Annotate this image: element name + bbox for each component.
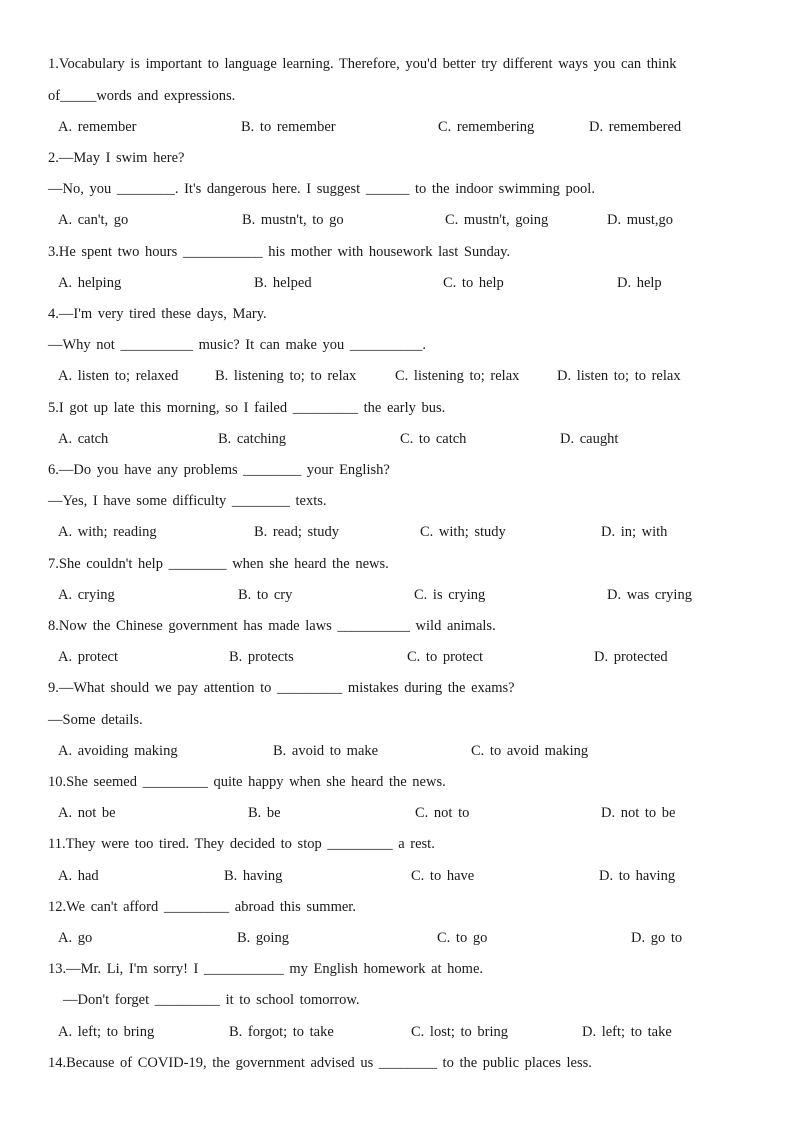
- option-c[interactable]: C. to help: [443, 275, 504, 291]
- question-7-stem: 7.She couldn't help ________ when she heard the news.: [48, 556, 389, 572]
- option-b[interactable]: B. to remember: [241, 119, 336, 135]
- question-14-stem: 14.Because of COVID-19, the government advised us ________ to the public places less.: [48, 1055, 592, 1071]
- option-d[interactable]: D. help: [617, 275, 662, 291]
- option-b[interactable]: B. having: [224, 868, 283, 884]
- option-a[interactable]: A. with; reading: [58, 524, 157, 540]
- question-7-options: [58, 585, 754, 605]
- question-12-stem: 12.We can't afford _________ abroad this summer.: [48, 899, 356, 915]
- option-c[interactable]: C. is crying: [414, 587, 486, 603]
- question-6-options: [58, 522, 754, 542]
- option-a[interactable]: A. protect: [58, 649, 118, 665]
- option-d[interactable]: D. must,go: [607, 212, 674, 228]
- question-13-stem-line-1: 13.—Mr. Li, I'm sorry! I ___________ my English homework at home.: [48, 961, 484, 977]
- option-c[interactable]: C. not to: [415, 805, 470, 821]
- question-2-stem-line-1: 2.—May I swim here?: [48, 150, 185, 166]
- option-c[interactable]: C. mustn't, going: [445, 212, 549, 228]
- option-a[interactable]: A. not be: [58, 805, 116, 821]
- question-6-stem-line-2: —Yes, I have some difficulty ________ texts.: [48, 493, 327, 509]
- option-d[interactable]: D. in; with: [601, 524, 668, 540]
- question-3-stem: 3.He spent two hours ___________ his mother with housework last Sunday.: [48, 244, 511, 260]
- question-9-options: [58, 741, 754, 761]
- option-c[interactable]: C. with; study: [420, 524, 506, 540]
- option-a[interactable]: A. crying: [58, 587, 115, 603]
- question-13-stem-line-2: —Don't forget _________ it to school tomorrow.: [63, 992, 360, 1008]
- question-5-stem: 5.I got up late this morning, so I failed _________ the early bus.: [48, 400, 446, 416]
- question-9-stem-line-1: 9.—What should we pay attention to _________ mistakes during the exams?: [48, 680, 515, 696]
- option-a[interactable]: A. listen to; relaxed: [58, 368, 179, 384]
- question-2-stem-line-2: —No, you ________. It's dangerous here. I suggest ______ to the indoor swimming pool.: [48, 181, 595, 197]
- question-13-options: [58, 1022, 754, 1042]
- option-a[interactable]: A. avoiding making: [58, 743, 178, 759]
- option-c[interactable]: C. to have: [411, 868, 475, 884]
- question-4-stem-line-2: —Why not __________ music? It can make you __________.: [48, 337, 427, 353]
- question-8-options: [58, 647, 754, 667]
- option-c[interactable]: C. remembering: [438, 119, 535, 135]
- option-d[interactable]: D. left; to take: [582, 1024, 672, 1040]
- option-d[interactable]: D. not to be: [601, 805, 676, 821]
- option-b[interactable]: B. avoid to make: [273, 743, 379, 759]
- option-c[interactable]: C. to catch: [400, 431, 467, 447]
- question-4-options: [58, 366, 754, 386]
- question-10-options: [58, 803, 754, 823]
- option-b[interactable]: B. be: [248, 805, 281, 821]
- option-b[interactable]: B. going: [237, 930, 289, 946]
- question-1-stem-line-2: of_____words and expressions.: [48, 88, 236, 104]
- question-3-options: [58, 273, 754, 293]
- question-1-stem-line-1: 1.Vocabulary is important to language learning. Therefore, you'd better try different ways you can think: [48, 56, 677, 72]
- question-5-options: [58, 429, 754, 449]
- question-1-options: [58, 117, 754, 137]
- option-b[interactable]: B. read; study: [254, 524, 339, 540]
- option-d[interactable]: D. caught: [560, 431, 619, 447]
- question-12-options: [58, 928, 754, 948]
- question-11-stem: 11.They were too tired. They decided to stop _________ a rest.: [48, 836, 435, 852]
- option-c[interactable]: C. to avoid making: [471, 743, 589, 759]
- option-b[interactable]: B. mustn't, to go: [242, 212, 344, 228]
- option-c[interactable]: C. listening to; relax: [395, 368, 520, 384]
- option-d[interactable]: D. protected: [594, 649, 668, 665]
- question-10-stem: 10.She seemed _________ quite happy when she heard the news.: [48, 774, 446, 790]
- question-2-options: [58, 210, 754, 230]
- option-b[interactable]: B. protects: [229, 649, 294, 665]
- option-a[interactable]: A. go: [58, 930, 93, 946]
- option-b[interactable]: B. helped: [254, 275, 312, 291]
- option-c[interactable]: C. to protect: [407, 649, 484, 665]
- option-a[interactable]: A. can't, go: [58, 212, 129, 228]
- option-a[interactable]: A. catch: [58, 431, 109, 447]
- option-d[interactable]: D. to having: [599, 868, 676, 884]
- question-11-options: [58, 866, 754, 886]
- option-a[interactable]: A. had: [58, 868, 99, 884]
- option-b[interactable]: B. catching: [218, 431, 287, 447]
- option-a[interactable]: A. helping: [58, 275, 122, 291]
- option-b[interactable]: B. listening to; to relax: [215, 368, 357, 384]
- option-c[interactable]: C. lost; to bring: [411, 1024, 509, 1040]
- option-a[interactable]: A. left; to bring: [58, 1024, 155, 1040]
- question-6-stem-line-1: 6.—Do you have any problems ________ your English?: [48, 462, 390, 478]
- option-a[interactable]: A. remember: [58, 119, 137, 135]
- option-d[interactable]: D. listen to; to relax: [557, 368, 681, 384]
- option-c[interactable]: C. to go: [437, 930, 488, 946]
- question-9-stem-line-2: —Some details.: [48, 712, 143, 728]
- question-4-stem-line-1: 4.—I'm very tired these days, Mary.: [48, 306, 267, 322]
- option-b[interactable]: B. forgot; to take: [229, 1024, 334, 1040]
- option-b[interactable]: B. to cry: [238, 587, 293, 603]
- option-d[interactable]: D. was crying: [607, 587, 692, 603]
- option-d[interactable]: D. remembered: [589, 119, 682, 135]
- question-8-stem: 8.Now the Chinese government has made laws __________ wild animals.: [48, 618, 496, 634]
- option-d[interactable]: D. go to: [631, 930, 683, 946]
